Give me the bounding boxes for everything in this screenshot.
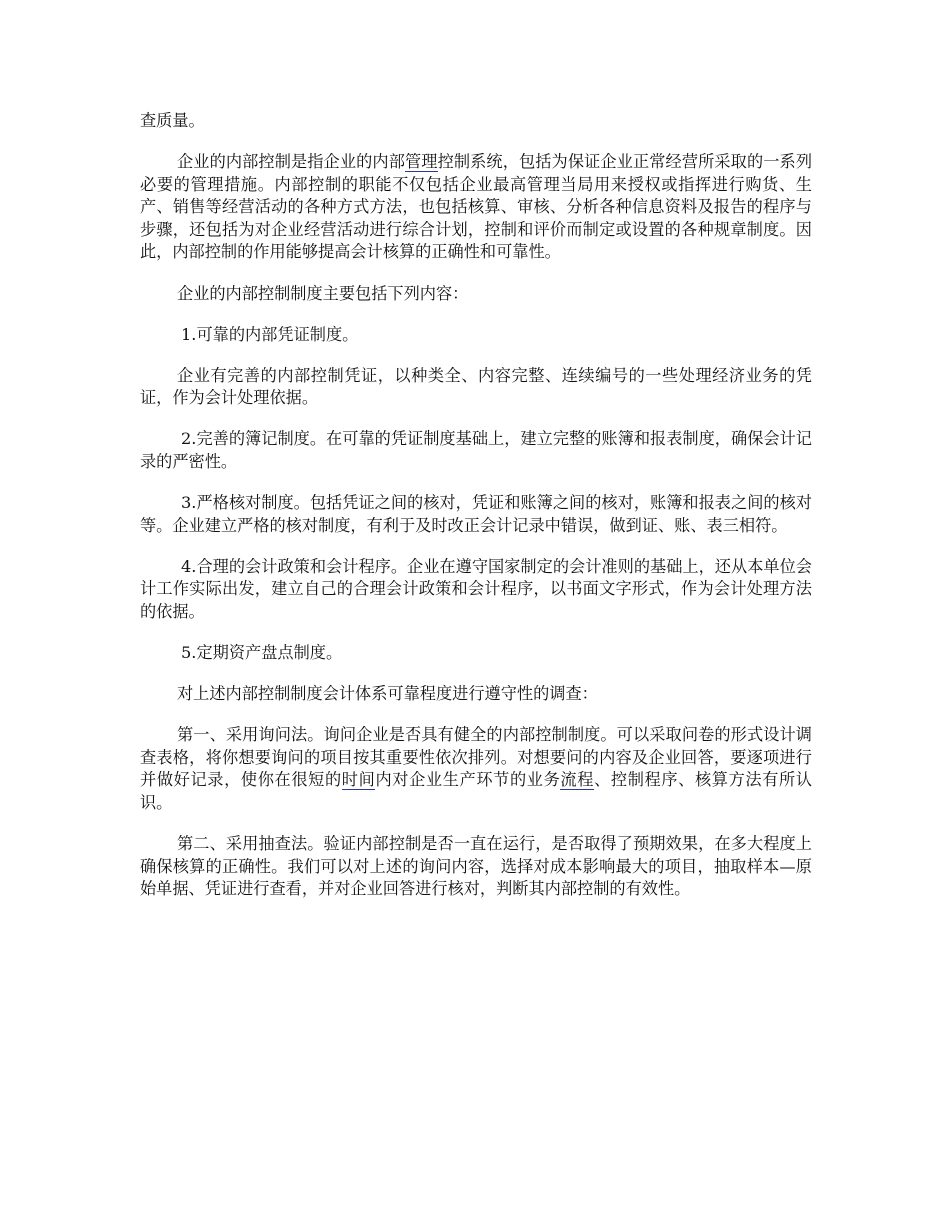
- document-page: [140, 110, 812, 919]
- list-item-1: 1.可靠的内部凭证制度。: [181, 324, 359, 344]
- paragraph-compliance-intro: 对上述内部控制制度会计体系可靠程度进行遵守性的调查：: [177, 684, 598, 704]
- paragraph-continuation: 查质量。: [140, 111, 205, 130]
- paragraph-voucher-detail: 企业有完善的内部控制凭证，以种类全、内容完整、连续编号的一些处理经济业务的凭证，作为会计处理依据。: [140, 365, 812, 408]
- paragraph-internal-control-definition: 企业的内部控制是指企业的内部管理控制系统，包括为保证企业正常经营所采取的一系列必要的管理措施。内部控制的职能不仅包括企业最高管理当局用来授权或指挥进行购货、生产、销售等经营活动的各种方式方法，也包括核算、审核、分析各种信息资料及报告的程序与步骤，还包括为对企业经营活动进行综合计划，控制和评价而制定或设置的各种规章制度。因此，内部控制的作用能够提高会计核算的正确性和可靠性。: [140, 152, 813, 262]
- paragraph-contents-intro: 企业的内部控制制度主要包括下列内容：: [177, 283, 469, 303]
- list-item-3: 3.严格核对制度。包括凭证之间的核对，凭证和账簿之间的核对，账簿和报表之间的核对等。企业建立严格的核对制度，有利于及时改正会计记录中错误，做到证、账、表三相符。: [140, 493, 812, 535]
- paragraph-inquiry-method: 第一、采用询问法。询问企业是否具有健全的内部控制制度。可以采取问卷的形式设计调查表格，将你想要询问的项目按其重要性依次排列。对想要问的内容及企业回答，要逐项进行并做好记录，使你在很短的时间内对企业生产环节的业务流程、控制程序、核算方法有所认识。: [140, 725, 813, 813]
- list-item-4: 4.合理的会计政策和会计程序。企业在遵守国家制定的会计准则的基础上，还从本单位会计工作实际出发，建立自己的合理会计政策和会计程序，以书面文字形式，作为会计处理方法的依据。: [140, 556, 812, 621]
- paragraph-sampling-method: 第二、采用抽查法。验证内部控制是否一直在运行，是否取得了预期效果，在多大程度上确保核算的正确性。我们可以对上述的询问内容，选择对成本影响最大的项目，抽取样本—原始单据、凭证进行查看，并对企业回答进行核对，判断其内部控制的有效性。: [140, 834, 812, 899]
- list-item-2: 2.完善的簿记制度。在可靠的凭证制度基础上，建立完整的账簿和报表制度，确保会计记录的严密性。: [140, 429, 812, 472]
- management-link[interactable]: 管理: [404, 152, 438, 172]
- process-flow-link[interactable]: 流程: [560, 770, 595, 790]
- time-link[interactable]: 时间: [341, 770, 376, 790]
- list-item-5: 5.定期资产盘点制度。: [181, 643, 343, 663]
